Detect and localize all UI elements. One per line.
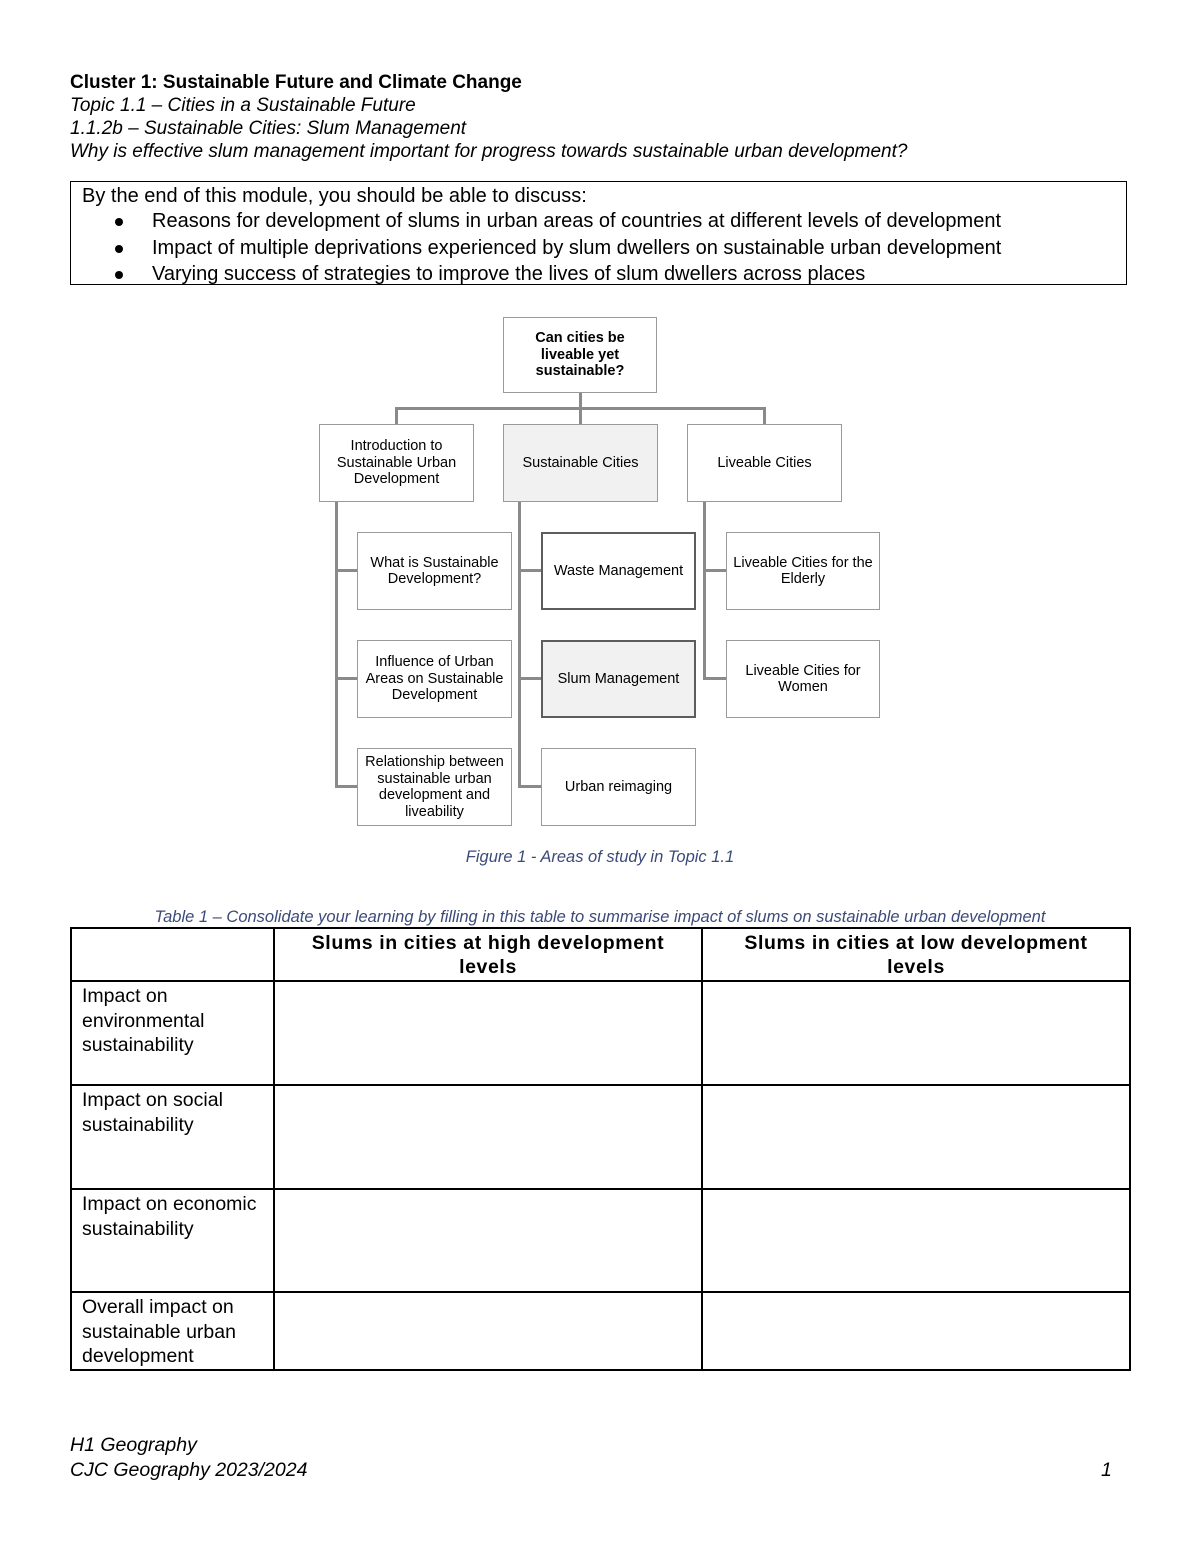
learning-objectives-box (70, 181, 1127, 285)
table-header-cell: Slums in cities at low development levels (702, 928, 1130, 981)
summary-table (70, 927, 1131, 1371)
answer-cell[interactable] (702, 1292, 1130, 1370)
bullet-icon (115, 271, 123, 279)
node-relationship-liveability: Relationship between sustainable urban development and liveability (357, 748, 512, 826)
objectives-list (71, 209, 1001, 289)
connector-line (763, 407, 766, 425)
table-header-row (71, 928, 1130, 981)
bullet-icon (115, 245, 123, 253)
footer-school: CJC Geography 2023/2024 (70, 1459, 308, 1481)
table-row (71, 1085, 1130, 1189)
objective-text: Impact of multiple deprivations experienced by slum dwellers on sustainable urban development (152, 236, 1002, 259)
connector-line (579, 407, 582, 425)
connector-line (335, 785, 358, 788)
row-label: Overall impact on sustainable urban development (71, 1292, 274, 1370)
connector-line (703, 677, 726, 680)
answer-cell[interactable] (702, 1085, 1130, 1189)
table-row (71, 1189, 1130, 1292)
objective-item (71, 262, 1001, 289)
connector-line (703, 501, 706, 680)
objective-item (71, 236, 1001, 263)
row-label: Impact on social sustainability (71, 1085, 274, 1189)
diagram-root-node: Can cities be liveable yet sustainable? (503, 317, 657, 393)
connector-line (335, 677, 358, 680)
table-caption: Table 1 – Consolidate your learning by filling in this table to summarise impact of slums on sustainable urban development (154, 908, 1046, 926)
node-liveable-elderly: Liveable Cities for the Elderly (726, 532, 880, 610)
topic-title: Topic 1.1 – Cities in a Sustainable Future (70, 95, 416, 116)
node-waste-management: Waste Management (541, 532, 696, 610)
table-row (71, 1292, 1130, 1370)
guiding-question: Why is effective slum management important for progress towards sustainable urban development? (70, 141, 908, 162)
connector-line (335, 569, 358, 572)
node-urban-reimaging: Urban reimaging (541, 748, 696, 826)
table-header-cell: Slums in cities at high development levels (274, 928, 702, 981)
objectives-intro: By the end of this module, you should be able to discuss: (82, 185, 587, 207)
answer-cell[interactable] (702, 981, 1130, 1085)
connector-line (395, 407, 398, 425)
branch-intro-node: Introduction to Sustainable Urban Development (319, 424, 474, 502)
answer-cell[interactable] (702, 1189, 1130, 1292)
branch-sustainable-cities-node: Sustainable Cities (503, 424, 658, 502)
node-slum-management: Slum Management (541, 640, 696, 718)
branch-liveable-cities-node: Liveable Cities (687, 424, 842, 502)
table-header-cell (71, 928, 274, 981)
node-what-is-sd: What is Sustainable Development? (357, 532, 512, 610)
figure-caption: Figure 1 - Areas of study in Topic 1.1 (465, 848, 735, 866)
footer-subject: H1 Geography (70, 1434, 197, 1456)
cluster-title: Cluster 1: Sustainable Future and Climate Change (70, 72, 522, 93)
connector-line (335, 501, 338, 788)
node-liveable-women: Liveable Cities for Women (726, 640, 880, 718)
row-label: Impact on environmental sustainability (71, 981, 274, 1085)
answer-cell[interactable] (274, 1292, 702, 1370)
objective-text: Reasons for development of slums in urban areas of countries at different levels of development (152, 210, 1001, 232)
objective-text: Varying success of strategies to improve the lives of slum dwellers across places (152, 263, 866, 285)
connector-line (518, 677, 541, 680)
table-row (71, 981, 1130, 1085)
connector-line (518, 785, 541, 788)
connector-line (703, 569, 726, 572)
answer-cell[interactable] (274, 981, 702, 1085)
page-number: 1 (1101, 1459, 1112, 1481)
connector-line (518, 501, 521, 788)
connector-line (518, 569, 541, 572)
row-label: Impact on economic sustainability (71, 1189, 274, 1292)
answer-cell[interactable] (274, 1085, 702, 1189)
node-influence-urban-areas: Influence of Urban Areas on Sustainable Development (357, 640, 512, 718)
objective-item (71, 209, 1001, 236)
bullet-icon (115, 218, 123, 226)
answer-cell[interactable] (274, 1189, 702, 1292)
subtopic-title: 1.1.2b – Sustainable Cities: Slum Management (70, 118, 467, 139)
